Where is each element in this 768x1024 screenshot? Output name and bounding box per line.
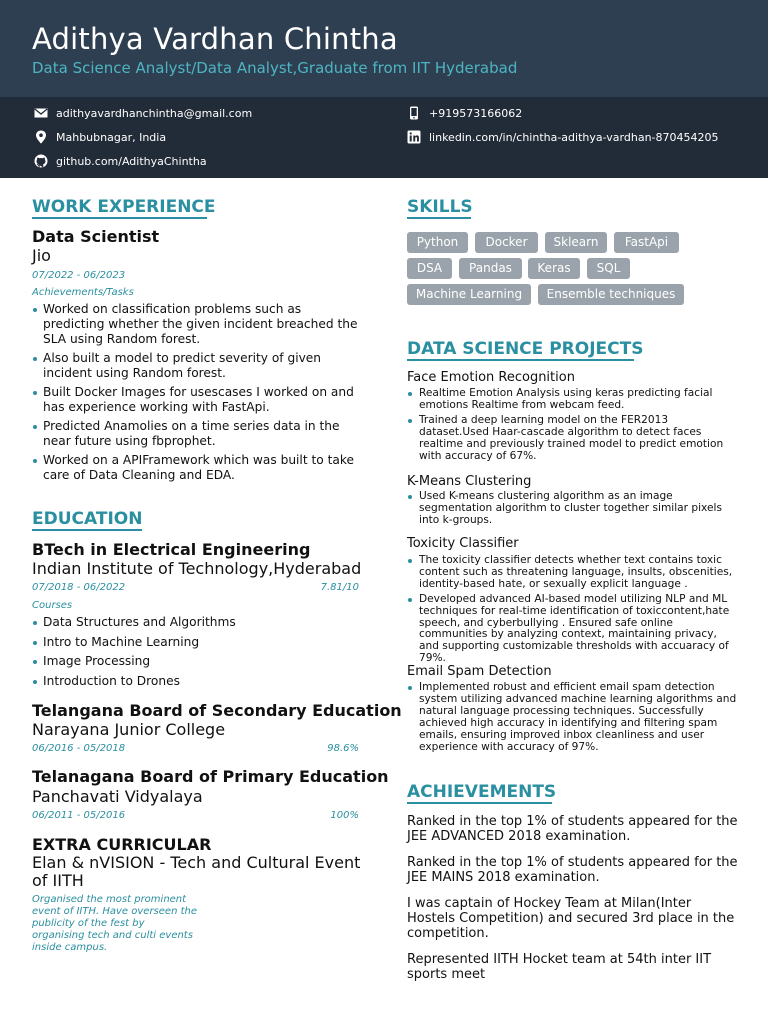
- achievement-item: I was captain of Hockey Team at Milan(Inter Hostels Competition) and secured 3rd place in the competition.: [407, 896, 735, 941]
- email-icon: [34, 106, 48, 120]
- list-item: Used K-means clustering algorithm as an image segmentation algorithm to cluster together similar pixels into k-groups.: [407, 491, 737, 527]
- list-item: Trained a deep learning model on the FER2013 dataset.Used Haar-cascade algorithm to detect faces realtime and previously trained model to predict emotion with accuracy of 67%.: [407, 415, 737, 463]
- education-heading: EDUCATION: [32, 509, 143, 529]
- project-bullets-email-spam: [407, 682, 737, 756]
- linkedin-text: linkedin.com/in/chintha-adithya-vardhan-870454205: [429, 130, 719, 144]
- list-item: Introduction to Drones: [32, 674, 362, 689]
- candidate-subtitle: Data Science Analyst/Data Analyst,Graduate from IIT Hyderabad: [32, 59, 518, 77]
- project-bullets-face-emotion: [407, 388, 737, 465]
- skill-tag: Docker: [475, 232, 538, 253]
- skill-tag: Machine Learning: [407, 284, 531, 305]
- secondary-grade: 98.6%: [327, 743, 359, 754]
- contact-email[interactable]: [34, 106, 252, 120]
- contact-github[interactable]: [34, 154, 207, 168]
- work-heading-underline: [32, 217, 207, 219]
- achievement-item: Ranked in the top 1% of students appeared for the JEE ADVANCED 2018 examination.: [407, 814, 738, 844]
- primary-degree: Telanagana Board of Primary Education: [32, 767, 389, 786]
- achievement-item: Represented IITH Hocket team at 54th inter IIT sports meet: [407, 952, 712, 982]
- phone-icon: [407, 106, 421, 120]
- list-item: Also built a model to predict severity of given incident using Random forest.: [32, 351, 362, 381]
- extra-event: Elan & nVISION - Tech and Cultural Event of IITH: [32, 853, 361, 890]
- education-heading-underline: [32, 529, 142, 531]
- list-item: Worked on a APIFramework which was built to take care of Data Cleaning and EDA.: [32, 453, 362, 483]
- skill-tag: Sklearn: [545, 232, 607, 253]
- primary-dates: 06/2011 - 05/2016: [32, 810, 126, 821]
- skill-tag: Pandas: [459, 258, 522, 279]
- project-title-kmeans: K-Means Clustering: [407, 474, 532, 489]
- contact-phone[interactable]: [407, 106, 522, 120]
- github-icon: [34, 154, 48, 168]
- btech-grade: 7.81/10: [320, 582, 359, 593]
- contact-location: [34, 130, 166, 144]
- candidate-name: Adithya Vardhan Chintha: [32, 22, 398, 56]
- work-bullet-list: [32, 302, 362, 487]
- projects-heading-underline: [407, 359, 634, 361]
- projects-heading: DATA SCIENCE PROJECTS: [407, 339, 644, 359]
- achievement-item: Ranked in the top 1% of students appeared for the JEE MAINS 2018 examination.: [407, 855, 738, 885]
- github-text: github.com/AdithyaChintha: [56, 154, 207, 168]
- list-item: Data Structures and Algorithms: [32, 615, 362, 630]
- skill-tag: DSA: [407, 258, 452, 279]
- project-bullets-kmeans: [407, 491, 737, 530]
- contact-bar: [0, 97, 768, 178]
- primary-grade: 100%: [330, 810, 359, 821]
- list-item: Intro to Machine Learning: [32, 635, 362, 650]
- list-item: Built Docker Images for usescases I worked on and has experience working with FastApi.: [32, 385, 362, 415]
- skill-tag: Keras: [528, 258, 580, 279]
- courses-list: [32, 615, 362, 693]
- achievements-heading: ACHIEVEMENTS: [407, 782, 557, 802]
- btech-school: Indian Institute of Technology,Hyderabad: [32, 559, 362, 578]
- list-item: Developed advanced AI-based model utilizing NLP and ML techniques for real-time identification of toxiccontent,hate speech, and cyberbullying . Ensured safe online communities by analyzing context, maintaining privacy, and supporting customizable thresholds with accuaracy of 79%.: [407, 594, 737, 665]
- achievements-heading-underline: [407, 802, 552, 804]
- skills-heading: SKILLS: [407, 197, 473, 217]
- project-bullets-toxicity: [407, 555, 737, 668]
- list-item: Implemented robust and efficient email spam detection system utilizing advanced machine learning algorithms and natural language processing techniques. Successfully achieved high accuracy in identifying and filtering spam emails, ensuring improved inbox cleanliness and user experience with accuracy of 97%.: [407, 682, 737, 753]
- contact-linkedin[interactable]: [407, 130, 719, 144]
- work-company: Jio: [32, 246, 51, 265]
- project-title-face-emotion: Face Emotion Recognition: [407, 370, 575, 385]
- work-experience-heading: WORK EXPERIENCE: [32, 197, 216, 217]
- secondary-school: Narayana Junior College: [32, 720, 226, 739]
- work-subheading: Achievements/Tasks: [32, 287, 134, 298]
- resume-header: [0, 0, 768, 97]
- list-item: Worked on classification problems such as predicting whether the given incident breached the SLA using Random forest.: [32, 302, 362, 347]
- secondary-dates: 06/2016 - 05/2018: [32, 743, 126, 754]
- skill-tag: FastApi: [614, 232, 679, 253]
- extra-curricular-heading: EXTRA CURRICULAR: [32, 835, 212, 854]
- work-dates: 07/2022 - 06/2023: [32, 270, 126, 281]
- phone-text: +919573166062: [429, 106, 523, 120]
- email-text: adithyavardhanchintha@gmail.com: [56, 106, 253, 120]
- work-role: Data Scientist: [32, 227, 160, 246]
- secondary-degree: Telangana Board of Secondary Education: [32, 701, 402, 720]
- project-title-email-spam: Email Spam Detection: [407, 664, 552, 679]
- courses-label: Courses: [32, 600, 73, 611]
- list-item: Image Processing: [32, 654, 362, 669]
- list-item: Realtime Emotion Analysis using keras predicting facial emotions Realtime from webcam feed.: [407, 388, 737, 412]
- extra-description: Organised the most prominent event of IITH. Have overseen the publicity of the fest by organising tech and culti events inside campus.: [32, 894, 197, 953]
- project-title-toxicity: Toxicity Classifier: [407, 536, 519, 551]
- list-item: The toxicity classifier detects whether text contains toxic content such as threatening language, insults, obscenities, identity-based hate, or sexually explicit language .: [407, 555, 737, 591]
- primary-school: Panchavati Vidyalaya: [32, 787, 203, 806]
- btech-degree: BTech in Electrical Engineering: [32, 540, 311, 559]
- list-item: Predicted Anamolies on a time series data in the near future using fbprophet.: [32, 419, 362, 449]
- linkedin-icon: [407, 130, 421, 144]
- skills-heading-underline: [407, 217, 471, 219]
- btech-dates: 07/2018 - 06/2022: [32, 582, 126, 593]
- skill-tag: Python: [407, 232, 468, 253]
- location-pin-icon: [34, 130, 48, 144]
- skill-tag: SQL: [587, 258, 630, 279]
- skill-tag: Ensemble techniques: [538, 284, 684, 305]
- location-text: Mahbubnagar, India: [56, 130, 167, 144]
